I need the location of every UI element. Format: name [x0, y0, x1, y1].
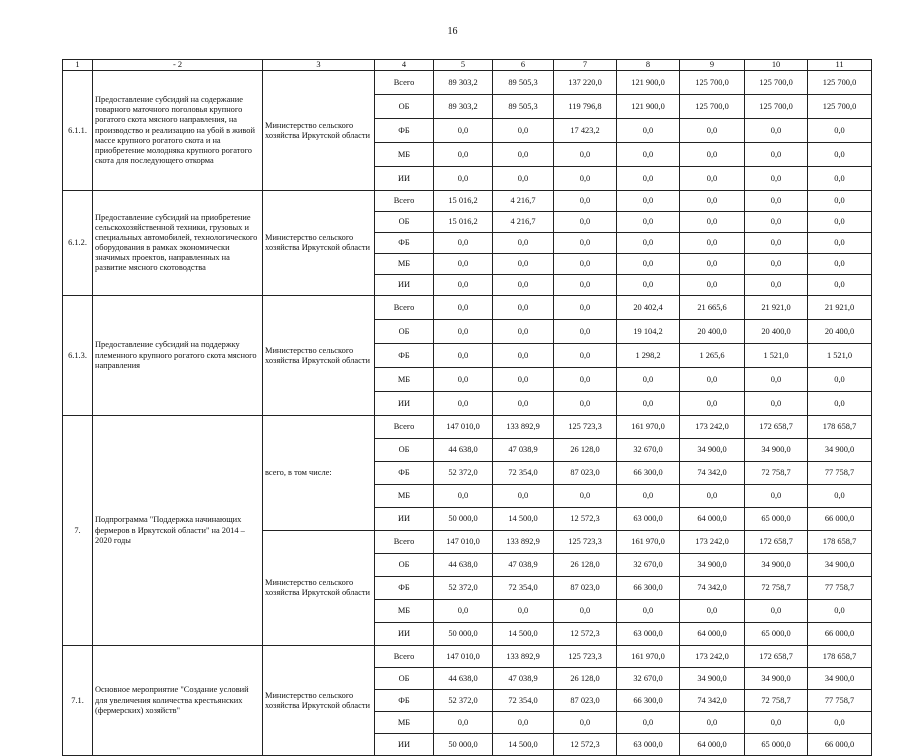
funding-source: ФБ — [375, 577, 434, 600]
amount-cell: 0,0 — [808, 368, 872, 392]
amount-cell: 0,0 — [434, 712, 493, 734]
amount-cell: 26 128,0 — [554, 439, 617, 462]
funding-source: ИИ — [375, 275, 434, 296]
amount-cell: 0,0 — [434, 143, 493, 167]
amount-cell: 0,0 — [493, 344, 554, 368]
amount-cell: 0,0 — [680, 233, 745, 254]
amount-cell: 133 892,9 — [493, 531, 554, 554]
amount-cell: 147 010,0 — [434, 416, 493, 439]
header-cell: 1 — [63, 60, 93, 71]
amount-cell: 0,0 — [617, 212, 680, 233]
amount-cell: 0,0 — [434, 320, 493, 344]
amount-cell: 125 700,0 — [808, 95, 872, 119]
item-name: Предоставление субсидий на содержание товарного маточного поголовья крупного рогатого скота мясного направления, на производство и реализацию на убой в живой массе крупного рогатого скота и на приобретение молодняка крупного рогатого скота для последующего откорма — [93, 71, 263, 191]
amount-cell: 125 723,3 — [554, 531, 617, 554]
funding-source: МБ — [375, 712, 434, 734]
amount-cell: 178 658,7 — [808, 646, 872, 668]
amount-cell: 0,0 — [808, 600, 872, 623]
amount-cell: 12 572,3 — [554, 734, 617, 756]
amount-cell: 0,0 — [617, 600, 680, 623]
amount-cell: 0,0 — [554, 233, 617, 254]
executor-cell: Министерство сельского хозяйства Иркутской области — [263, 531, 375, 646]
amount-cell: 0,0 — [808, 254, 872, 275]
header-cell: 4 — [375, 60, 434, 71]
amount-cell: 0,0 — [493, 119, 554, 143]
amount-cell: 133 892,9 — [493, 646, 554, 668]
funding-source: ОБ — [375, 320, 434, 344]
amount-cell: 0,0 — [745, 167, 808, 191]
amount-cell: 125 700,0 — [745, 71, 808, 95]
amount-cell: 0,0 — [554, 275, 617, 296]
amount-cell: 0,0 — [554, 143, 617, 167]
amount-cell: 0,0 — [493, 368, 554, 392]
header-cell: 3 — [263, 60, 375, 71]
amount-cell: 0,0 — [745, 485, 808, 508]
funding-source: ОБ — [375, 668, 434, 690]
amount-cell: 0,0 — [434, 119, 493, 143]
amount-cell: 0,0 — [680, 712, 745, 734]
amount-cell: 63 000,0 — [617, 508, 680, 531]
header-cell: 5 — [434, 60, 493, 71]
amount-cell: 0,0 — [617, 119, 680, 143]
amount-cell: 34 900,0 — [745, 554, 808, 577]
table-row — [63, 71, 872, 95]
amount-cell: 0,0 — [493, 712, 554, 734]
header-cell: 8 — [617, 60, 680, 71]
funding-source: МБ — [375, 368, 434, 392]
amount-cell: 0,0 — [617, 143, 680, 167]
amount-cell: 74 342,0 — [680, 462, 745, 485]
header-cell: 9 — [680, 60, 745, 71]
amount-cell: 0,0 — [554, 344, 617, 368]
amount-cell: 0,0 — [745, 233, 808, 254]
funding-source: ИИ — [375, 623, 434, 646]
amount-cell: 0,0 — [680, 119, 745, 143]
amount-cell: 0,0 — [745, 212, 808, 233]
amount-cell: 34 900,0 — [680, 554, 745, 577]
amount-cell: 0,0 — [745, 392, 808, 416]
item-code: 7. — [63, 416, 93, 646]
amount-cell: 1 265,6 — [680, 344, 745, 368]
amount-cell: 72 758,7 — [745, 577, 808, 600]
item-name: Предоставление субсидий на приобретение сельскохозяйственной техники, грузовых и специальных автомобилей, технологического оборудования в рамках экономически значимых проектов, направленных на развитие мясного скотоводства — [93, 191, 263, 296]
amount-cell: 72 758,7 — [745, 690, 808, 712]
amount-cell: 34 900,0 — [808, 668, 872, 690]
amount-cell: 65 000,0 — [745, 623, 808, 646]
table-row — [63, 296, 872, 320]
funding-source: Всего — [375, 71, 434, 95]
item-code: 6.1.2. — [63, 191, 93, 296]
funding-source: ОБ — [375, 95, 434, 119]
amount-cell: 89 303,2 — [434, 71, 493, 95]
amount-cell: 0,0 — [745, 254, 808, 275]
amount-cell: 0,0 — [680, 485, 745, 508]
amount-cell: 0,0 — [808, 712, 872, 734]
amount-cell: 12 572,3 — [554, 623, 617, 646]
amount-cell: 89 303,2 — [434, 95, 493, 119]
amount-cell: 0,0 — [493, 485, 554, 508]
table-row — [63, 191, 872, 212]
amount-cell: 0,0 — [808, 119, 872, 143]
amount-cell: 77 758,7 — [808, 462, 872, 485]
funding-source: ФБ — [375, 233, 434, 254]
funding-source: ИИ — [375, 392, 434, 416]
funding-source: Всего — [375, 646, 434, 668]
funding-source: Всего — [375, 531, 434, 554]
amount-cell: 44 638,0 — [434, 439, 493, 462]
amount-cell: 147 010,0 — [434, 646, 493, 668]
funding-source: МБ — [375, 254, 434, 275]
amount-cell: 0,0 — [493, 320, 554, 344]
amount-cell: 0,0 — [434, 167, 493, 191]
amount-cell: 66 000,0 — [808, 734, 872, 756]
amount-cell: 0,0 — [493, 254, 554, 275]
amount-cell: 0,0 — [745, 119, 808, 143]
amount-cell: 0,0 — [680, 275, 745, 296]
amount-cell: 47 038,9 — [493, 554, 554, 577]
amount-cell: 0,0 — [680, 212, 745, 233]
amount-cell: 125 723,3 — [554, 416, 617, 439]
item-code: 6.1.1. — [63, 71, 93, 191]
amount-cell: 0,0 — [745, 600, 808, 623]
item-code: 7.1. — [63, 646, 93, 756]
amount-cell: 0,0 — [617, 167, 680, 191]
executor-cell: Министерство сельского хозяйства Иркутской области — [263, 646, 375, 756]
amount-cell: 125 700,0 — [808, 71, 872, 95]
amount-cell: 0,0 — [680, 191, 745, 212]
amount-cell: 0,0 — [554, 392, 617, 416]
funding-source: ИИ — [375, 167, 434, 191]
amount-cell: 0,0 — [808, 233, 872, 254]
header-row — [63, 60, 872, 71]
amount-cell: 0,0 — [617, 275, 680, 296]
funding-source: МБ — [375, 143, 434, 167]
amount-cell: 26 128,0 — [554, 668, 617, 690]
amount-cell: 72 354,0 — [493, 690, 554, 712]
amount-cell: 32 670,0 — [617, 668, 680, 690]
funding-source: МБ — [375, 485, 434, 508]
funding-source: ОБ — [375, 439, 434, 462]
amount-cell: 0,0 — [493, 392, 554, 416]
amount-cell: 133 892,9 — [493, 416, 554, 439]
amount-cell: 0,0 — [554, 712, 617, 734]
amount-cell: 64 000,0 — [680, 734, 745, 756]
amount-cell: 0,0 — [554, 600, 617, 623]
amount-cell: 34 900,0 — [745, 668, 808, 690]
amount-cell: 64 000,0 — [680, 508, 745, 531]
amount-cell: 0,0 — [434, 485, 493, 508]
amount-cell: 137 220,0 — [554, 71, 617, 95]
amount-cell: 47 038,9 — [493, 668, 554, 690]
amount-cell: 52 372,0 — [434, 577, 493, 600]
amount-cell: 173 242,0 — [680, 416, 745, 439]
amount-cell: 17 423,2 — [554, 119, 617, 143]
item-name: Предоставление субсидий на поддержку племенного крупного рогатого скота мясного направления — [93, 296, 263, 416]
amount-cell: 0,0 — [745, 143, 808, 167]
amount-cell: 21 921,0 — [745, 296, 808, 320]
amount-cell: 87 023,0 — [554, 690, 617, 712]
amount-cell: 172 658,7 — [745, 646, 808, 668]
amount-cell: 63 000,0 — [617, 623, 680, 646]
amount-cell: 21 665,6 — [680, 296, 745, 320]
amount-cell: 1 521,0 — [745, 344, 808, 368]
amount-cell: 34 900,0 — [680, 668, 745, 690]
executor-cell: Министерство сельского хозяйства Иркутской области — [263, 191, 375, 296]
amount-cell: 172 658,7 — [745, 416, 808, 439]
amount-cell: 173 242,0 — [680, 646, 745, 668]
amount-cell: 34 900,0 — [745, 439, 808, 462]
amount-cell: 44 638,0 — [434, 554, 493, 577]
amount-cell: 4 216,7 — [493, 212, 554, 233]
amount-cell: 0,0 — [808, 212, 872, 233]
amount-cell: 66 000,0 — [808, 508, 872, 531]
amount-cell: 32 670,0 — [617, 554, 680, 577]
amount-cell: 0,0 — [554, 485, 617, 508]
amount-cell: 63 000,0 — [617, 734, 680, 756]
amount-cell: 0,0 — [554, 320, 617, 344]
amount-cell: 0,0 — [554, 368, 617, 392]
amount-cell: 0,0 — [434, 275, 493, 296]
amount-cell: 0,0 — [808, 191, 872, 212]
page-number: 16 — [447, 26, 458, 37]
amount-cell: 0,0 — [493, 167, 554, 191]
amount-cell: 34 900,0 — [808, 439, 872, 462]
amount-cell: 65 000,0 — [745, 734, 808, 756]
amount-cell: 0,0 — [434, 344, 493, 368]
amount-cell: 0,0 — [617, 392, 680, 416]
header-cell: 10 — [745, 60, 808, 71]
amount-cell: 0,0 — [808, 275, 872, 296]
amount-cell: 20 400,0 — [808, 320, 872, 344]
funding-source: ФБ — [375, 462, 434, 485]
amount-cell: 0,0 — [493, 233, 554, 254]
amount-cell: 14 500,0 — [493, 734, 554, 756]
amount-cell: 0,0 — [554, 296, 617, 320]
amount-cell: 147 010,0 — [434, 531, 493, 554]
funding-source: Всего — [375, 191, 434, 212]
amount-cell: 125 700,0 — [745, 95, 808, 119]
amount-cell: 0,0 — [680, 368, 745, 392]
amount-cell: 0,0 — [617, 368, 680, 392]
amount-cell: 50 000,0 — [434, 508, 493, 531]
amount-cell: 0,0 — [617, 712, 680, 734]
amount-cell: 0,0 — [745, 191, 808, 212]
funding-source: ИИ — [375, 508, 434, 531]
amount-cell: 1 298,2 — [617, 344, 680, 368]
funding-source: ОБ — [375, 212, 434, 233]
amount-cell: 0,0 — [617, 485, 680, 508]
amount-cell: 119 796,8 — [554, 95, 617, 119]
funding-source: Всего — [375, 416, 434, 439]
amount-cell: 77 758,7 — [808, 577, 872, 600]
amount-cell: 0,0 — [808, 167, 872, 191]
amount-cell: 19 104,2 — [617, 320, 680, 344]
amount-cell: 0,0 — [493, 296, 554, 320]
header-cell: 6 — [493, 60, 554, 71]
header-cell: - 2 — [93, 60, 263, 71]
amount-cell: 66 300,0 — [617, 690, 680, 712]
amount-cell: 0,0 — [680, 143, 745, 167]
amount-cell: 20 400,0 — [745, 320, 808, 344]
amount-cell: 0,0 — [745, 275, 808, 296]
amount-cell: 0,0 — [617, 191, 680, 212]
amount-cell: 121 900,0 — [617, 71, 680, 95]
funding-source: ФБ — [375, 690, 434, 712]
amount-cell: 47 038,9 — [493, 439, 554, 462]
amount-cell: 44 638,0 — [434, 668, 493, 690]
header-cell: 11 — [808, 60, 872, 71]
amount-cell: 0,0 — [493, 275, 554, 296]
amount-cell: 32 670,0 — [617, 439, 680, 462]
funding-source: МБ — [375, 600, 434, 623]
amount-cell: 66 300,0 — [617, 577, 680, 600]
amount-cell: 52 372,0 — [434, 690, 493, 712]
amount-cell: 178 658,7 — [808, 531, 872, 554]
amount-cell: 0,0 — [808, 485, 872, 508]
amount-cell: 87 023,0 — [554, 462, 617, 485]
amount-cell: 0,0 — [745, 712, 808, 734]
amount-cell: 0,0 — [434, 254, 493, 275]
amount-cell: 74 342,0 — [680, 577, 745, 600]
executor-cell: Министерство сельского хозяйства Иркутской области — [263, 71, 375, 191]
amount-cell: 0,0 — [434, 233, 493, 254]
amount-cell: 72 758,7 — [745, 462, 808, 485]
amount-cell: 52 372,0 — [434, 462, 493, 485]
amount-cell: 0,0 — [554, 254, 617, 275]
amount-cell: 125 723,3 — [554, 646, 617, 668]
amount-cell: 172 658,7 — [745, 531, 808, 554]
amount-cell: 0,0 — [434, 392, 493, 416]
funding-source: ФБ — [375, 344, 434, 368]
amount-cell: 4 216,7 — [493, 191, 554, 212]
amount-cell: 14 500,0 — [493, 508, 554, 531]
amount-cell: 34 900,0 — [680, 439, 745, 462]
amount-cell: 66 300,0 — [617, 462, 680, 485]
amount-cell: 0,0 — [434, 296, 493, 320]
amount-cell: 89 505,3 — [493, 95, 554, 119]
amount-cell: 89 505,3 — [493, 71, 554, 95]
amount-cell: 14 500,0 — [493, 623, 554, 646]
funding-source: Всего — [375, 296, 434, 320]
amount-cell: 72 354,0 — [493, 462, 554, 485]
amount-cell: 74 342,0 — [680, 690, 745, 712]
amount-cell: 173 242,0 — [680, 531, 745, 554]
amount-cell: 121 900,0 — [617, 95, 680, 119]
amount-cell: 0,0 — [554, 167, 617, 191]
amount-cell: 0,0 — [617, 254, 680, 275]
funding-source: ОБ — [375, 554, 434, 577]
amount-cell: 72 354,0 — [493, 577, 554, 600]
amount-cell: 0,0 — [554, 212, 617, 233]
amount-cell: 26 128,0 — [554, 554, 617, 577]
amount-cell: 50 000,0 — [434, 623, 493, 646]
table-row — [63, 416, 872, 439]
amount-cell: 0,0 — [680, 392, 745, 416]
table-body — [63, 60, 872, 756]
amount-cell: 15 016,2 — [434, 191, 493, 212]
executor-cell: всего, в том числе: — [263, 416, 375, 531]
amount-cell: 0,0 — [493, 143, 554, 167]
amount-cell: 161 970,0 — [617, 646, 680, 668]
amount-cell: 65 000,0 — [745, 508, 808, 531]
amount-cell: 12 572,3 — [554, 508, 617, 531]
amount-cell: 20 402,4 — [617, 296, 680, 320]
amount-cell: 0,0 — [434, 600, 493, 623]
amount-cell: 0,0 — [434, 368, 493, 392]
table-row — [63, 646, 872, 668]
amount-cell: 161 970,0 — [617, 416, 680, 439]
item-name: Подпрограмма "Поддержка начинающих фермеров в Иркутской области" на 2014 – 2020 годы — [93, 416, 263, 646]
amount-cell: 0,0 — [808, 392, 872, 416]
amount-cell: 87 023,0 — [554, 577, 617, 600]
amount-cell: 15 016,2 — [434, 212, 493, 233]
amount-cell: 64 000,0 — [680, 623, 745, 646]
amount-cell: 0,0 — [680, 600, 745, 623]
amount-cell: 0,0 — [808, 143, 872, 167]
amount-cell: 0,0 — [493, 600, 554, 623]
funding-source: ИИ — [375, 734, 434, 756]
amount-cell: 0,0 — [745, 368, 808, 392]
amount-cell: 0,0 — [617, 233, 680, 254]
amount-cell: 77 758,7 — [808, 690, 872, 712]
amount-cell: 125 700,0 — [680, 71, 745, 95]
header-cell: 7 — [554, 60, 617, 71]
amount-cell: 1 521,0 — [808, 344, 872, 368]
amount-cell: 125 700,0 — [680, 95, 745, 119]
amount-cell: 0,0 — [680, 167, 745, 191]
amount-cell: 0,0 — [680, 254, 745, 275]
funding-source: ФБ — [375, 119, 434, 143]
amount-cell: 66 000,0 — [808, 623, 872, 646]
amount-cell: 50 000,0 — [434, 734, 493, 756]
budget-table — [62, 59, 872, 756]
item-name: Основное мероприятие "Создание условий для увеличения количества крестьянских (фермерских) хозяйств" — [93, 646, 263, 756]
amount-cell: 161 970,0 — [617, 531, 680, 554]
executor-cell: Министерство сельского хозяйства Иркутской области — [263, 296, 375, 416]
amount-cell: 20 400,0 — [680, 320, 745, 344]
amount-cell: 21 921,0 — [808, 296, 872, 320]
amount-cell: 0,0 — [554, 191, 617, 212]
amount-cell: 178 658,7 — [808, 416, 872, 439]
item-code: 6.1.3. — [63, 296, 93, 416]
amount-cell: 34 900,0 — [808, 554, 872, 577]
